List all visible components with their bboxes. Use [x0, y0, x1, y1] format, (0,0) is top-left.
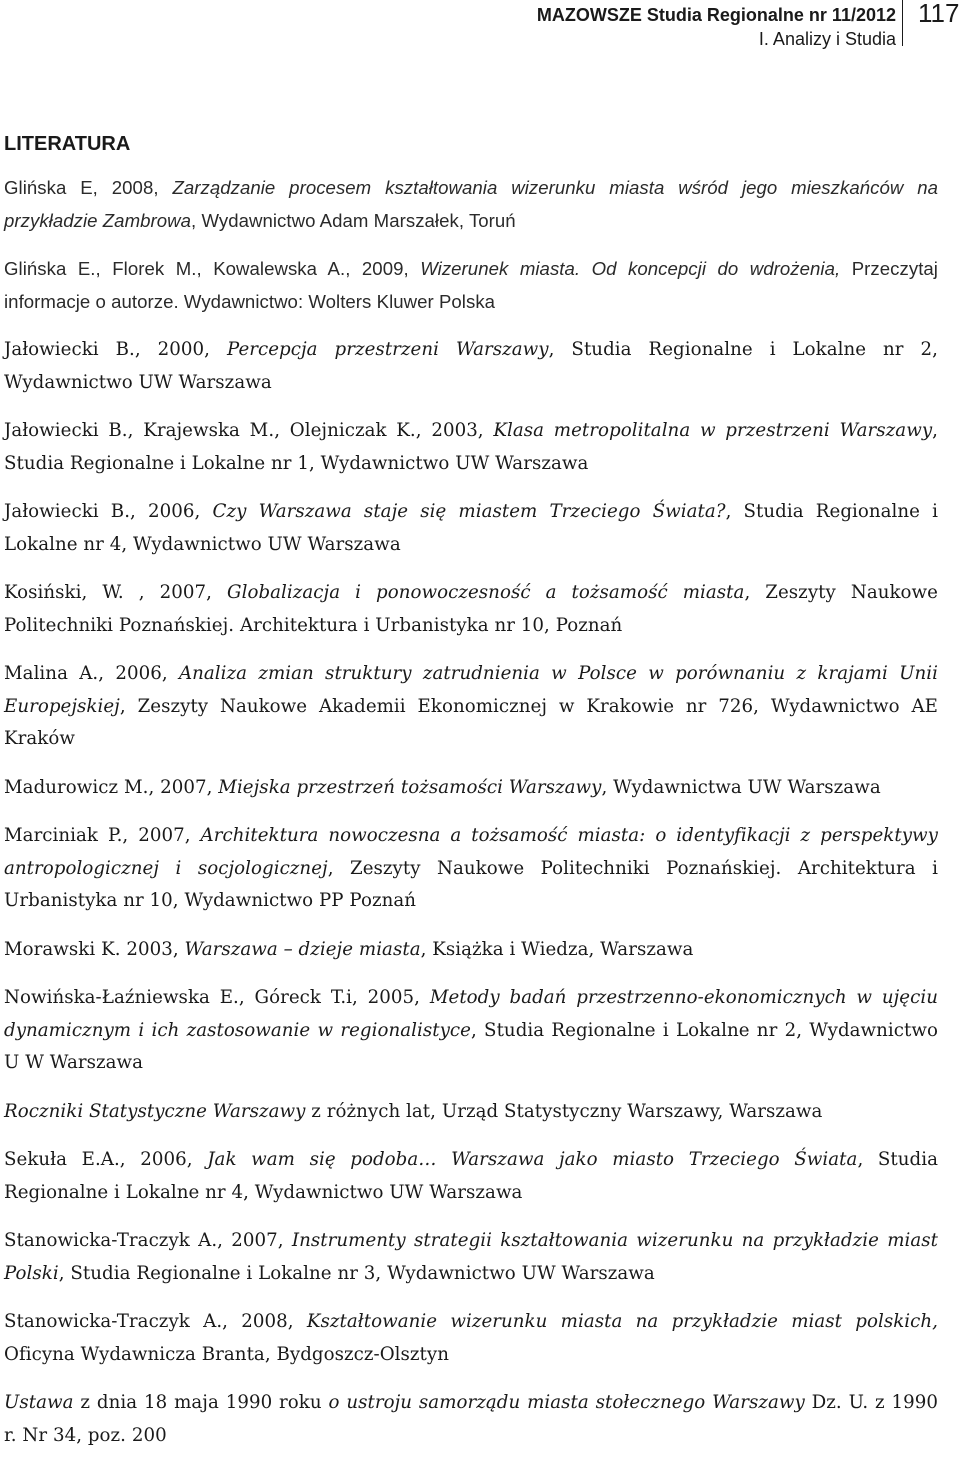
reference-text: z dnia 18 maja 1990 roku [73, 1392, 329, 1413]
reference-title: Jak wam się podoba… Warszawa jako miasto Trzeciego Świata [207, 1149, 858, 1170]
reference-text: Jałowiecki B., Krajewska M., Olejniczak K., 2003, [4, 420, 494, 441]
reference-text: Jałowiecki B., 2006, [4, 501, 213, 522]
reference-text: Glińska E, 2008, [4, 177, 173, 198]
journal-title: MAZOWSZE Studia Regionalne nr 11/2012 [536, 5, 896, 25]
reference-text: , Zeszyty Naukowe Politechniki Poznańskiej. Architektura i Urbanistyka nr 10, Wydawnictwo PP Poznań [4, 857, 938, 911]
reference-title: Instrumenty strategii kształtowania wizerunku na przykładzie miast Polski [4, 1230, 939, 1284]
reference-title: Warszawa – dzieje miasta [184, 938, 421, 960]
reference-item [4, 1387, 938, 1452]
reference-title: Ustawa [4, 1392, 74, 1413]
reference-item [4, 334, 938, 399]
reference-text: Sekuła E.A., 2006, [4, 1149, 208, 1170]
reference-text: , Książka i Wiedza, Warszawa [420, 938, 694, 960]
reference-item [4, 982, 938, 1080]
reference-title: Klasa metropolitalna w przestrzeni Warszawy [493, 420, 933, 441]
reference-title: Roczniki Statystyczne Warszawy [4, 1100, 306, 1122]
reference-item [4, 496, 938, 561]
reference-text: Dz. U. z 1990 r. Nr 34, poz. 200 [4, 1392, 938, 1446]
header-divider [902, 0, 903, 46]
reference-item [4, 253, 938, 318]
reference-text: , Zeszyty Naukowe Politechniki Poznańskiej. Architektura i Urbanistyka nr 10, Poznań [4, 582, 938, 636]
reference-item [4, 934, 938, 967]
reference-text: , Studia Regionalne i Lokalne nr 3, Wydawnictwo UW Warszawa [58, 1262, 655, 1284]
reference-text: Jałowiecki B., 2000, [4, 339, 227, 360]
reference-text: , Studia Regionalne i Lokalne nr 2, Wydawnictwo UW Warszawa [4, 339, 938, 393]
reference-title: Analiza zmian struktury zatrudnienia w Polsce w porównaniu z krajami Unii Europejskiej [4, 663, 938, 717]
reference-text: Oficyna Wydawnicza Branta, Bydgoszcz-Olsztyn [4, 1343, 449, 1365]
reference-text: , Studia Regionalne i Lokalne nr 4, Wydawnictwo UW Warszawa [4, 501, 939, 555]
reference-text: , Studia Regionalne i Lokalne nr 2, Wydawnictwo U W Warszawa [4, 1019, 938, 1073]
reference-title: Globalizacja i ponowoczesność a tożsamość miasta [227, 582, 745, 603]
reference-item [4, 1306, 938, 1371]
reference-title: Czy Warszawa staje się miastem Trzeciego Świata? [212, 501, 726, 522]
section-name: I. Analizy i Studia [758, 29, 896, 49]
reference-item [4, 1096, 938, 1129]
reference-title: Zarządzanie procesem kształtowania wizerunku miasta wśród jego mieszkańców na przykładzie Zambrowa [4, 177, 938, 231]
reference-text: Marciniak P., 2007, [4, 825, 201, 846]
reference-list [4, 172, 938, 1468]
reference-text: Przeczytaj informacje o autorze. Wydawnictwo: Wolters Kluwer Polska [4, 258, 938, 312]
reference-title: Kształtowanie wizerunku miasta na przykładzie miast polskich, [306, 1311, 939, 1332]
reference-text: Glińska E., Florek M., Kowalewska A., 2009, [4, 258, 421, 279]
reference-text: Morawski K. 2003, [4, 938, 185, 960]
page-number: 117 [918, 0, 960, 28]
reference-item [4, 577, 938, 642]
reference-title: Percepcja przestrzeni Warszawy [226, 339, 549, 360]
reference-item [4, 1144, 938, 1209]
running-head [537, 3, 896, 51]
reference-text: , Studia Regionalne i Lokalne nr 1, Wydawnictwo UW Warszawa [4, 420, 938, 474]
reference-title: Metody badań przestrzenno-ekonomicznych w ujęciu dynamicznym i ich zastosowanie w regionalistyce [4, 987, 938, 1041]
reference-text: Kosiński, W. , 2007, [4, 582, 227, 603]
page-header [0, 0, 960, 50]
reference-item [4, 172, 938, 237]
reference-text: , Zeszyty Naukowe Akademii Ekonomicznej w Krakowie nr 726, Wydawnictwo AE Kraków [4, 695, 938, 749]
reference-text: Stanowicka-Traczyk A., 2007, [4, 1230, 292, 1251]
reference-item [4, 415, 938, 480]
reference-title: Miejska przestrzeń tożsamości Warszawy [218, 776, 602, 798]
reference-title: Wizerunek miasta. Od koncepcji do wdrożenia, [420, 258, 841, 279]
reference-text: , Wydawnictwo Adam Marszałek, Toruń [191, 209, 516, 231]
reference-text: Madurowicz M., 2007, [4, 776, 219, 798]
reference-title: Architektura nowoczesna a tożsamość miasta: o identyfikacji z perspektywy antropologicznej i socjologicznej [4, 825, 938, 879]
reference-item [4, 1225, 938, 1290]
reference-text: Malina A., 2006, [4, 663, 179, 684]
reference-item [4, 820, 938, 918]
reference-text: , Wydawnictwa UW Warszawa [601, 776, 881, 798]
reference-item [4, 772, 938, 805]
section-title: LITERATURA [4, 133, 131, 155]
reference-text: Stanowicka-Traczyk A., 2008, [4, 1311, 307, 1332]
reference-text: Nowińska-Łaźniewska E., Góreck T.i, 2005, [4, 987, 430, 1008]
reference-item [4, 658, 938, 756]
reference-text: z różnych lat, Urząd Statystyczny Warszawy, Warszawa [305, 1100, 823, 1122]
reference-text: , Studia Regionalne i Lokalne nr 4, Wydawnictwo UW Warszawa [4, 1149, 938, 1203]
reference-title: o ustroju samorządu miasta stołecznego Warszawy [328, 1392, 805, 1413]
